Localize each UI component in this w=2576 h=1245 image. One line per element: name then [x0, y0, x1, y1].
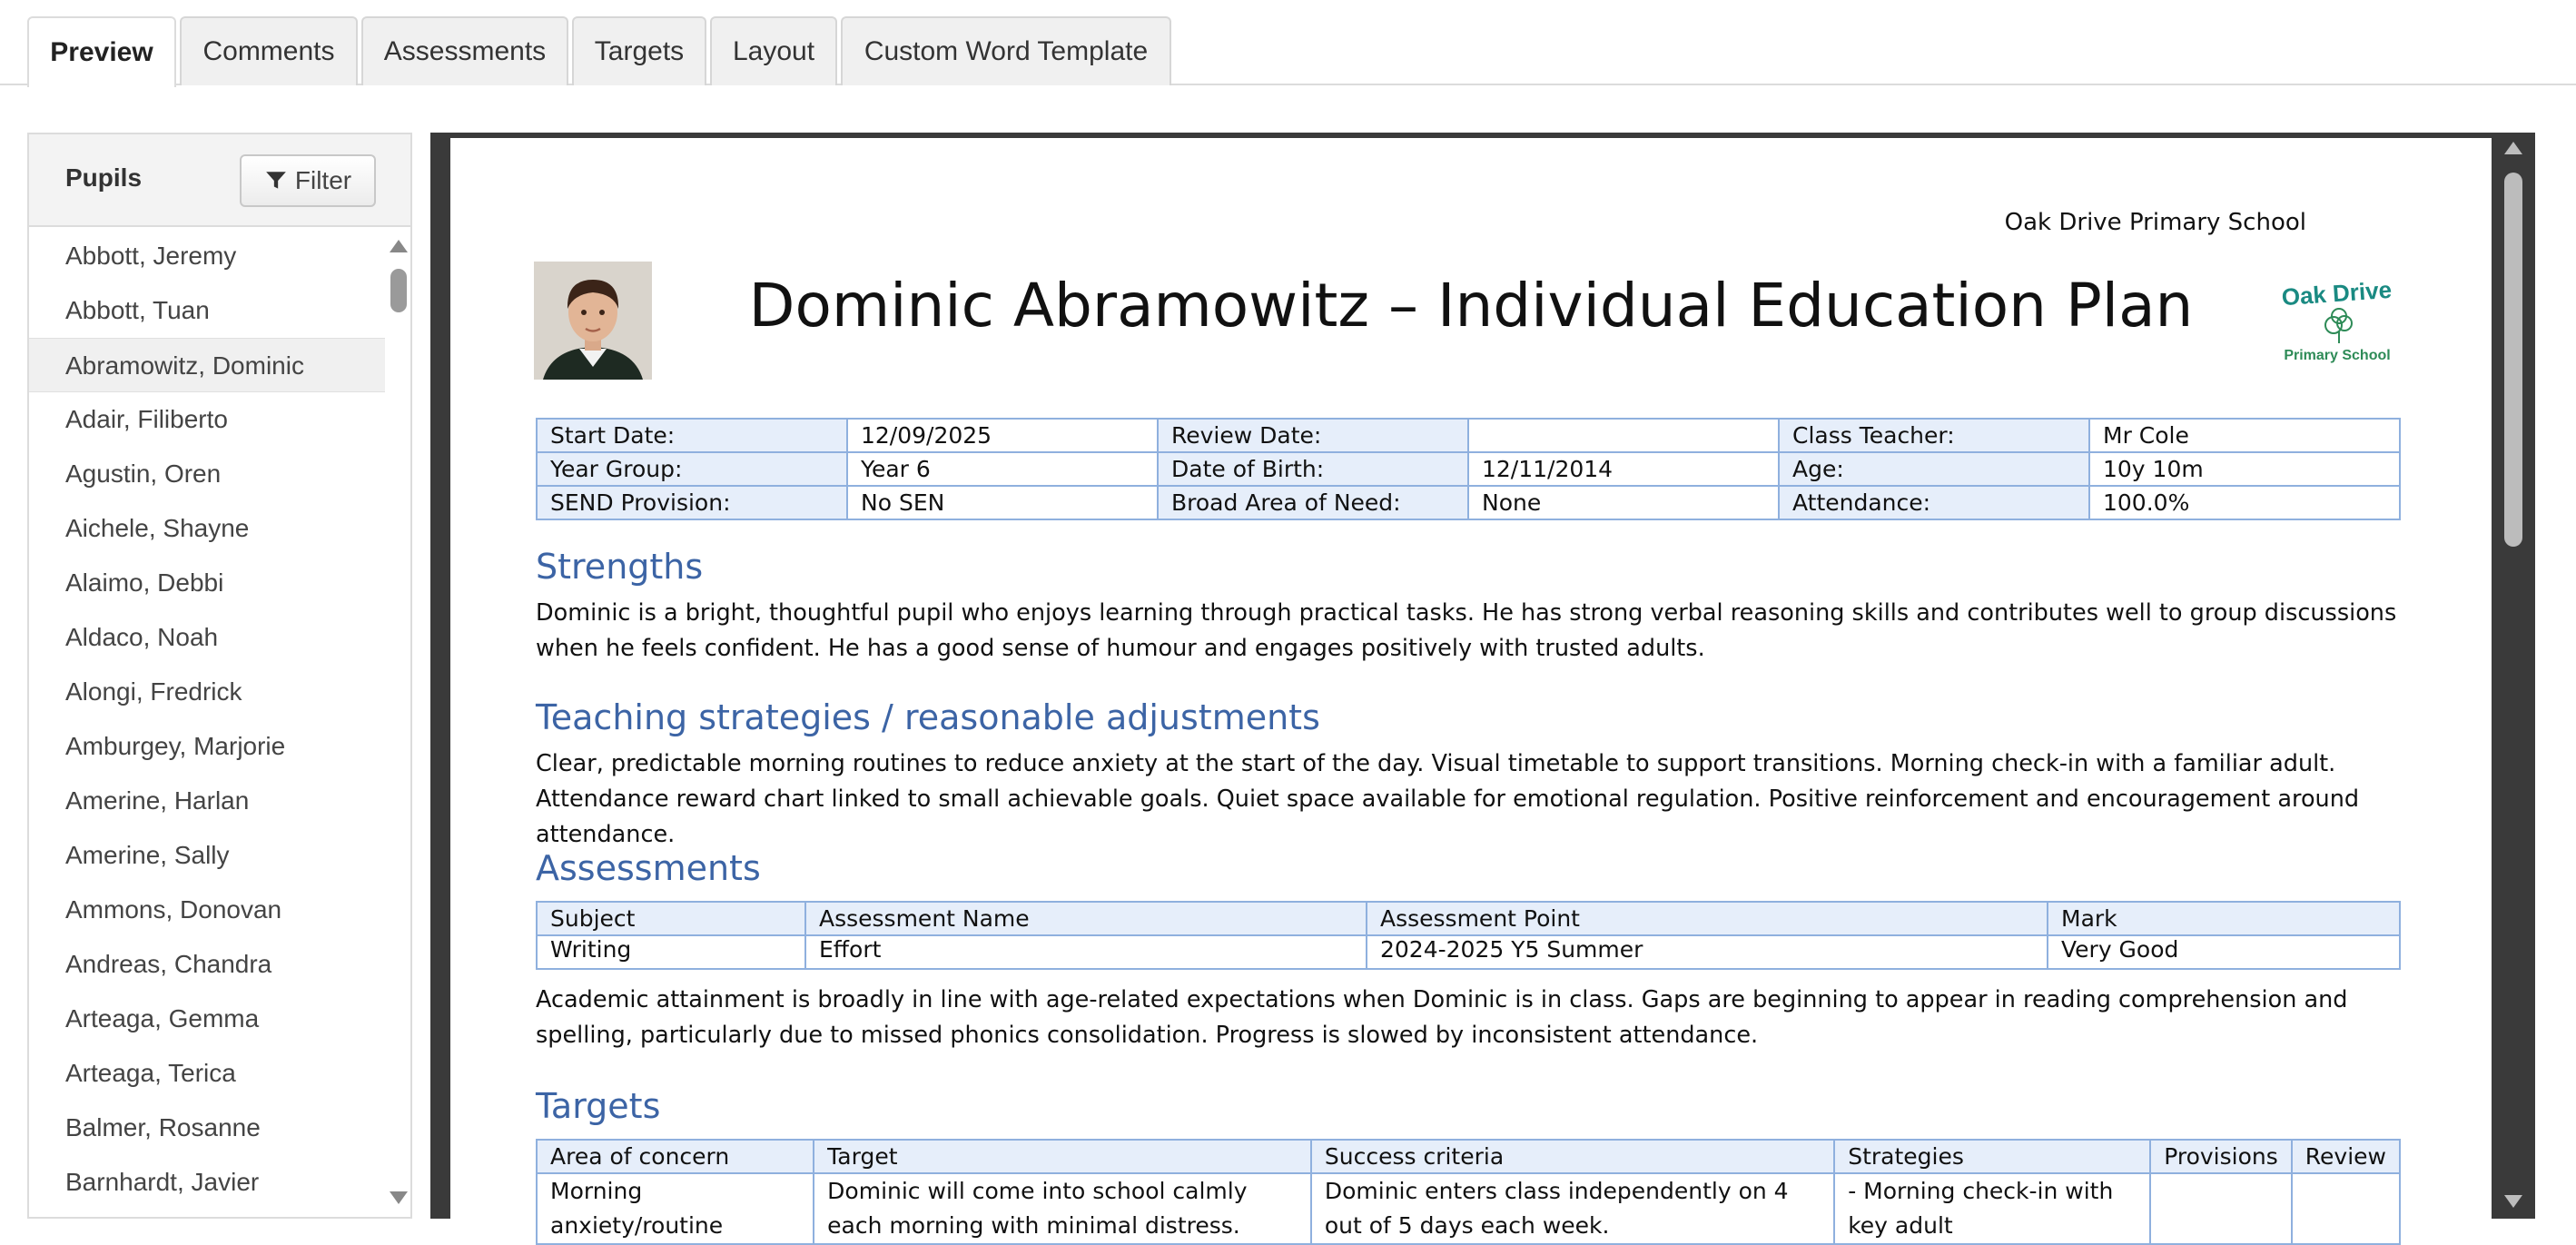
table-cell — [2292, 1173, 2400, 1244]
assessments-heading: Assessments — [536, 848, 761, 888]
school-name: Oak Drive Primary School — [2004, 209, 2306, 236]
tab-comments[interactable]: Comments — [180, 16, 358, 85]
targets-col-review: Review — [2292, 1140, 2400, 1173]
tab-preview[interactable]: Preview — [27, 16, 176, 87]
preview-scrollbar[interactable] — [2492, 133, 2535, 1219]
pupil-list-item[interactable]: Agustin, Oren — [65, 459, 222, 488]
pupil-list-item[interactable]: Aldaco, Noah — [65, 623, 219, 651]
age-label: Age: — [1779, 452, 2089, 486]
svg-text:Oak Drive: Oak Drive — [2280, 275, 2393, 311]
class-teacher-label: Class Teacher: — [1779, 419, 2089, 452]
assessments-text: Academic attainment is broadly in line with age-related expectations when Dominic is in class. Gaps are beginning to appear in reading comprehension and spelling, particularly due to missed phonics consolidation. Progress is slowed by inconsistent attendance. — [536, 986, 2348, 1049]
pupils-panel-header — [29, 134, 410, 227]
pupil-list-item[interactable]: Balmer, Rosanne — [65, 1113, 261, 1141]
pupil-list-item[interactable]: Andreas, Chandra — [65, 950, 272, 978]
class-teacher-value: Mr Cole — [2089, 419, 2400, 452]
strategies-heading: Teaching strategies / reasonable adjustments — [536, 697, 1320, 737]
filter-button[interactable] — [240, 154, 376, 207]
targets-col-provisions: Provisions — [2150, 1140, 2292, 1173]
targets-col-area: Area of concern — [537, 1140, 814, 1173]
table-cell: Dominic enters class independently on 4 out of 5 days each week. — [1311, 1173, 1834, 1244]
pupil-list-item[interactable]: Abbott, Tuan — [65, 296, 210, 324]
table-cell: - Morning check-in with key adult — [1834, 1173, 2150, 1244]
dob-value: 12/11/2014 — [1468, 452, 1779, 486]
need-value: None — [1468, 486, 1779, 519]
send-label: SEND Provision: — [537, 486, 847, 519]
pupil-list-item[interactable]: Aichele, Shayne — [65, 514, 250, 542]
tab-bar — [0, 0, 2576, 85]
scroll-down-arrow-icon[interactable] — [390, 1191, 408, 1204]
table-cell: Effort — [805, 935, 1367, 969]
pupil-list-item[interactable]: Abbott, Jeremy — [65, 242, 237, 270]
review-date-label: Review Date: — [1158, 419, 1468, 452]
assessments-col-subject: Subject — [537, 902, 805, 935]
age-value: 10y 10m — [2089, 452, 2400, 486]
pupil-list — [29, 229, 385, 1219]
assessments-col-point: Assessment Point — [1367, 902, 2048, 935]
pupil-list-item[interactable]: Arteaga, Terica — [65, 1059, 236, 1087]
tab-layout[interactable]: Layout — [710, 16, 837, 85]
pupil-list-item[interactable]: Arteaga, Gemma — [65, 1004, 260, 1033]
pupil-list-item[interactable]: Alongi, Fredrick — [65, 677, 242, 706]
scroll-up-arrow-icon[interactable] — [390, 240, 408, 252]
table-cell: Morning anxiety/routine — [537, 1173, 814, 1244]
year-group-value: Year 6 — [847, 452, 1158, 486]
attendance-value: 100.0% — [2089, 486, 2400, 519]
attendance-label: Attendance: — [1779, 486, 2089, 519]
year-group-label: Year Group: — [537, 452, 847, 486]
pupil-list-item[interactable]: Ammons, Donovan — [65, 895, 282, 924]
strategies-text: Clear, predictable morning routines to reduce anxiety at the start of the day. Visual timetable to support transitions. Morning check-in with a familiar adult. Attendance reward chart linked to small achievable goals. Quiet space available for emotional regulation. Positive reinforcement and encouragement around attendance. — [536, 750, 2360, 848]
table-cell — [2150, 1173, 2292, 1244]
pupil-list-item[interactable]: Barnhardt, Javier — [65, 1168, 260, 1196]
funnel-icon — [264, 169, 288, 193]
assessments-col-mark: Mark — [2048, 902, 2400, 935]
pupil-list-item[interactable]: Alaimo, Debbi — [65, 568, 224, 597]
strengths-heading: Strengths — [536, 547, 704, 587]
pupil-list-item[interactable]: Abramowitz, Dominic — [29, 338, 385, 392]
preview-viewer — [430, 133, 2535, 1239]
start-date-value: 12/09/2025 — [847, 419, 1158, 452]
document-page — [450, 138, 2492, 1239]
tab-targets[interactable]: Targets — [572, 16, 706, 85]
review-date-value — [1468, 419, 1779, 452]
pupil-list-item[interactable]: Amerine, Sally — [65, 841, 230, 869]
scrollbar-thumb[interactable] — [390, 269, 407, 312]
scroll-up-arrow-icon[interactable] — [2504, 142, 2522, 154]
targets-col-strategies: Strategies — [1834, 1140, 2150, 1173]
svg-text:Primary School: Primary School — [2284, 348, 2391, 363]
scrollbar-thumb[interactable] — [2504, 173, 2522, 547]
tab-assessments[interactable]: Assessments — [361, 16, 568, 85]
scroll-down-arrow-icon[interactable] — [2504, 1195, 2522, 1208]
dob-label: Date of Birth: — [1158, 452, 1468, 486]
send-value: No SEN — [847, 486, 1158, 519]
pupil-info-table — [536, 418, 2401, 520]
targets-heading: Targets — [536, 1086, 661, 1126]
table-row — [537, 1173, 2400, 1244]
table-cell: 2024-2025 Y5 Summer — [1367, 935, 2048, 969]
need-label: Broad Area of Need: — [1158, 486, 1468, 519]
pupil-list-scrollbar[interactable] — [387, 229, 410, 1219]
pupils-title: Pupils — [65, 163, 143, 192]
tab-custom-word-template[interactable]: Custom Word Template — [841, 16, 1171, 85]
pupils-panel — [27, 133, 412, 1219]
assessments-col-name: Assessment Name — [805, 902, 1367, 935]
table-row — [537, 935, 2400, 969]
pupil-list-item[interactable]: Amburgey, Marjorie — [65, 732, 286, 760]
table-cell: Dominic will come into school calmly each morning with minimal distress. — [814, 1173, 1311, 1244]
table-cell: Writing — [537, 935, 805, 969]
targets-col-target: Target — [814, 1140, 1311, 1173]
start-date-label: Start Date: — [537, 419, 847, 452]
filter-label: Filter — [294, 166, 352, 194]
assessments-table — [536, 901, 2401, 970]
targets-table — [536, 1139, 2401, 1245]
pupil-list-item[interactable]: Adair, Filiberto — [65, 405, 228, 433]
school-logo — [2274, 275, 2401, 369]
table-cell: Very Good — [2048, 935, 2400, 969]
document-title: Dominic Abramowitz – Individual Education Plan — [748, 271, 2194, 341]
pupil-list-item[interactable]: Amerine, Harlan — [65, 786, 250, 815]
targets-col-success: Success criteria — [1311, 1140, 1834, 1173]
strengths-text: Dominic is a bright, thoughtful pupil who enjoys learning through practical tasks. He has strong verbal reasoning skills and contributes well to group discussions when he feels confident. He has a good sense of humour and engages positively with trusted adults. — [536, 599, 2397, 662]
